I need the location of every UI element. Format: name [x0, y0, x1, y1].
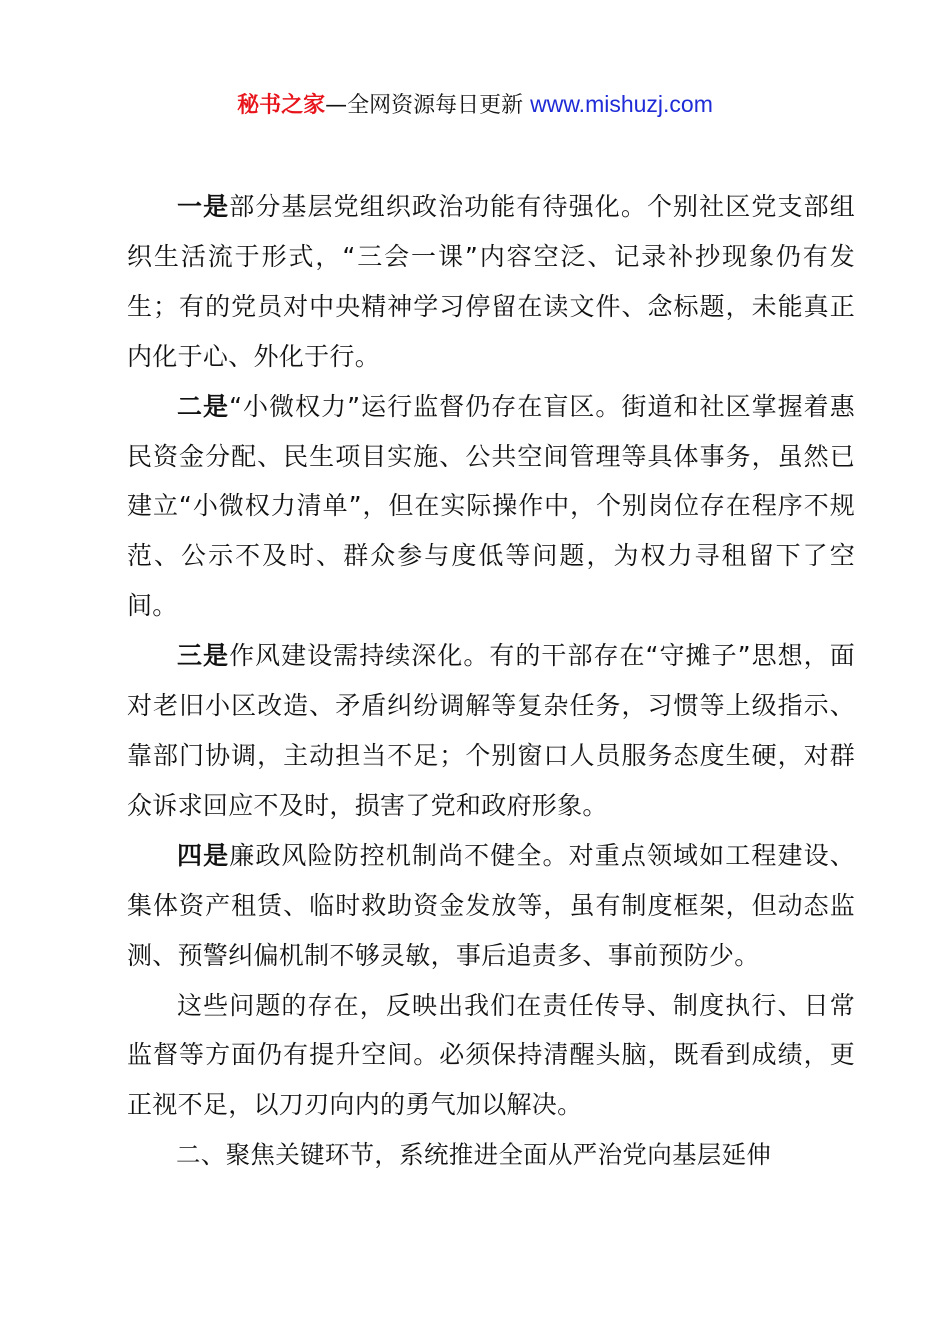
paragraph-1-text: 部分基层党组织政治功能有待强化。个别社区党支部组织生活流于形式，“三会一课”内容空泛、记录补抄现象仍有发生；有的党员对中央精神学习停留在读文件、念标题，未能真正内化于心、外化于行。 — [127, 192, 855, 371]
paragraph-2-lead: 二是 — [177, 391, 230, 421]
paragraph-2-text: “小微权力”运行监督仍存在盲区。街道和社区掌握着惠民资金分配、民生项目实施、公共空间管理等具体事务，虽然已建立“小微权力清单”，但在实际操作中，个别岗位存在程序不规范、公示不及时、群众参与度低等问题，为权力寻租留下了空间。 — [127, 391, 855, 621]
paragraph-1 — [127, 182, 855, 382]
paragraph-2 — [127, 382, 855, 632]
paragraph-3 — [127, 631, 855, 831]
header-tagline: —全网资源每日更新 — [325, 93, 531, 118]
document-body — [127, 182, 855, 1180]
summary-paragraph: 这些问题的存在，反映出我们在责任传导、制度执行、日常监督等方面仍有提升空间。必须保持清醒头脑，既看到成绩，更正视不足，以刀刃向内的勇气加以解决。 — [127, 990, 855, 1120]
page-header — [0, 88, 950, 122]
paragraph-4-text: 廉政风险防控机制尚不健全。对重点领域如工程建设、集体资产租赁、临时救助资金发放等，虽有制度框架，但动态监测、预警纠偏机制不够灵敏，事后追责多、事前预防少。 — [127, 840, 855, 970]
paragraph-4-lead: 四是 — [177, 840, 230, 870]
brand-name: 秘书之家 — [237, 93, 326, 118]
paragraph-1-lead: 一是 — [177, 192, 230, 221]
paragraph-4 — [127, 831, 855, 981]
site-url-link[interactable]: www.mishuzj.com — [530, 91, 713, 117]
paragraph-3-lead: 三是 — [177, 641, 230, 671]
paragraph-3-text: 作风建设需持续深化。有的干部存在“守摊子”思想，面对老旧小区改造、矛盾纠纷调解等复杂任务，习惯等上级指示、靠部门协调，主动担当不足；个别窗口人员服务态度生硬，对群众诉求回应不及时，损害了党和政府形象。 — [127, 641, 855, 820]
section-heading: 二、聚焦关键环节，系统推进全面从严治党向基层延伸 — [176, 1140, 772, 1170]
